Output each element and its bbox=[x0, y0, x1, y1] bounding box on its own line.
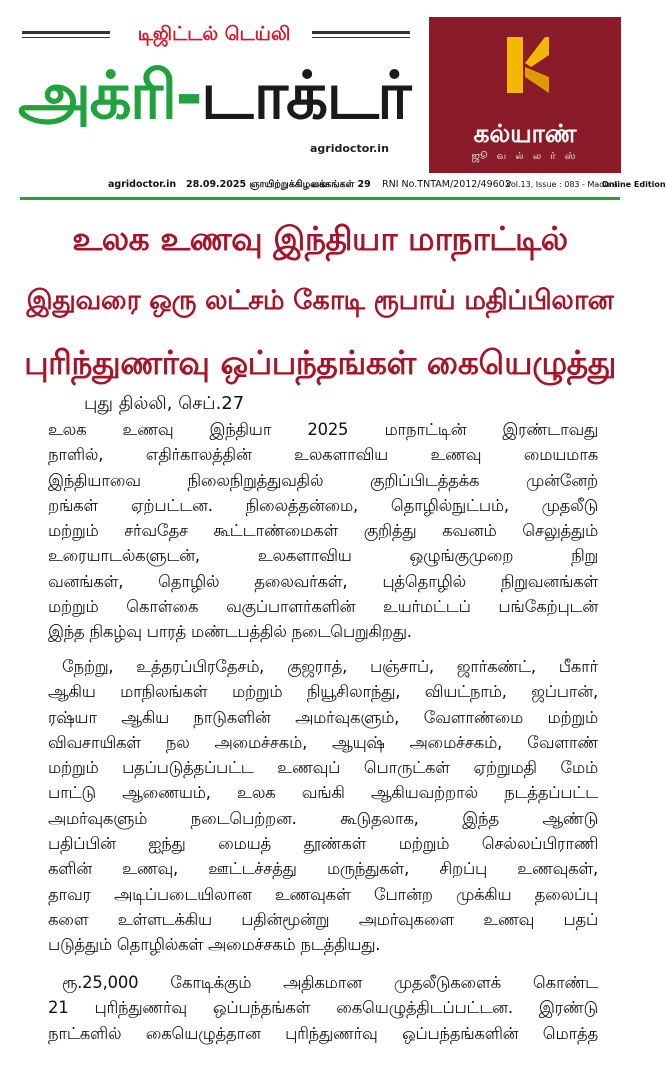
article-paragraph-1 bbox=[48, 417, 598, 645]
masthead bbox=[0, 0, 666, 200]
kalyan-k-logo-icon bbox=[501, 33, 551, 97]
info-edition: Online Edition bbox=[602, 180, 666, 189]
text-line: உலக உணவு இந்தியா 2025 மாநாட்டின் இரண்டாவது bbox=[48, 420, 598, 439]
text-line: அமர்வுகளும் நடைபெற்றன. கூடுதலாக, இந்த ஆண்டு bbox=[48, 808, 598, 828]
text-line: இந்தியாவை நிலைநிறுத்துவதில் குறிப்பிடத்தக்க முன்னேற் bbox=[48, 470, 598, 490]
info-rni: RNI No.TNTAM/2012/49602 bbox=[382, 179, 511, 190]
text-line: பதிப்பின் ஐந்து மையத் தூண்கள் மற்றும் செல்லப்பிராணி bbox=[48, 834, 598, 854]
text-line: றங்கள் ஏற்பட்டன. நிலைத்தன்மை, தொழில்நுட்பம், முதலீடு bbox=[48, 495, 598, 515]
text-line: உரையாடல்களுடன், உலகளாவிய ஒழுங்குமுறை நிறு bbox=[48, 546, 598, 566]
newspaper-logo bbox=[18, 46, 418, 146]
text-line: படுத்தும் தொழில்கள் அமைச்சகம் நடத்தியது. bbox=[48, 935, 381, 955]
divider bbox=[312, 37, 410, 38]
text-line: ரூ.25,000 கோடிக்கும் அதிகமான முதலீடுகளைக் கொண்ட bbox=[62, 973, 598, 992]
divider bbox=[312, 31, 410, 34]
tagline-row bbox=[22, 20, 410, 48]
brand-name: கல்யாண் bbox=[473, 119, 577, 148]
text-line: விவசாயிகள் நல அமைச்சகம், ஆயுஷ் அமைச்சகம், வேளாண் bbox=[48, 732, 598, 752]
divider bbox=[22, 31, 110, 34]
text-line: களின் உணவு, ஊட்டச்சத்து மருந்துகள், சிறப்பு உணவுகள், bbox=[48, 859, 598, 879]
text-line: இந்த நிகழ்வு பாரத் மண்டபத்தில் நடைபெறுகிறது. bbox=[48, 622, 412, 642]
headline-line: உலக உணவு இந்தியா மாநாட்டில் bbox=[72, 219, 568, 258]
masthead-tagline: டிஜிட்டல் டெய்லி bbox=[137, 23, 291, 45]
article-paragraph-3 bbox=[48, 970, 598, 1046]
text-line: ஆகிய மாநிலங்கள் மற்றும் நியூசிலாந்து, வியட்நாம், ஜப்பான், bbox=[48, 682, 598, 702]
info-pages: பக்கங்கள் 29 bbox=[312, 179, 371, 190]
headline-line: இதுவரை ஒரு லட்சம் கோடி ரூபாய் மதிப்பிலான bbox=[26, 285, 614, 316]
article-dateline: புது தில்லி, செப்.27 bbox=[84, 393, 245, 414]
text-line: நேற்று, உத்தரப்பிரதேசம், குஜராத், பஞ்சாப், ஜார்கண்ட், பீகார் bbox=[62, 657, 598, 676]
logo-word-agri: அக்ரி bbox=[18, 57, 176, 134]
text-line: மற்றும் சர்வதேச கூட்டாண்மைகள் குறித்து கவனம் செலுத்தும் bbox=[48, 521, 598, 541]
text-line: பாட்டு ஆணையம், உலக வங்கி ஆகியவற்றால் நடத்தப்பட்ட bbox=[48, 783, 598, 803]
kalyan-jewellers-ad[interactable] bbox=[429, 17, 621, 173]
info-volume: Vol.13, Issue : 083 - Madurai bbox=[506, 180, 620, 189]
info-date: 28.09.2025 ஞாயிற்றுக்கிழமை bbox=[186, 179, 327, 190]
logo-dash: - bbox=[175, 57, 201, 134]
text-line: மற்றும் கொள்கை வகுப்பாளர்களின் உயர்மட்டப் பங்கேற்புடன் bbox=[48, 597, 598, 617]
divider bbox=[22, 37, 110, 38]
text-line: நாட்களில் கையெழுத்தான புரிந்துணர்வு ஒப்பந்தங்களின் மொத்த bbox=[48, 1023, 598, 1043]
text-line: மற்றும் பதப்படுத்தப்பட்ட உணவுப் பொருட்கள் ஏற்றுமதி மேம் bbox=[48, 758, 598, 778]
headline-line: புரிந்துணர்வு ஒப்பந்தங்கள் கையெழுத்து bbox=[24, 343, 616, 382]
text-line: வனங்கள், தொழில் தலைவர்கள், புத்தொழில் நிறுவனங்கள் bbox=[48, 571, 598, 591]
text-line: களை உள்ளடக்கிய பதின்மூன்று அமர்வுகளை உணவு பதப் bbox=[48, 909, 598, 929]
issue-info-bar bbox=[20, 175, 666, 200]
brand-subtitle: ஜூ வ ல் ல ர் ஸ் bbox=[471, 151, 579, 162]
text-line: நாளில், எதிர்காலத்தின் உலகளாவிய உணவு மையமாக bbox=[48, 445, 598, 465]
logo-word-doctor: டாக்டர் bbox=[200, 57, 410, 134]
text-line: 21 புரிந்துணர்வு ஒப்பந்தங்கள் கையெழுத்திடப்பட்டன. இரண்டு bbox=[48, 998, 598, 1018]
article-paragraph-2 bbox=[48, 654, 598, 958]
info-site: agridoctor.in bbox=[108, 179, 177, 190]
article-headline bbox=[20, 208, 620, 394]
masthead-site-url: agridoctor.in bbox=[310, 142, 389, 155]
text-line: ரஷ்யா ஆகிய நாடுகளின் அமர்வுகளும், வேளாண்மை மற்றும் bbox=[48, 707, 598, 727]
text-line: தாவர அடிப்படையிலான உணவுகள் போன்ற முக்கிய தலைப்பு bbox=[48, 884, 598, 904]
